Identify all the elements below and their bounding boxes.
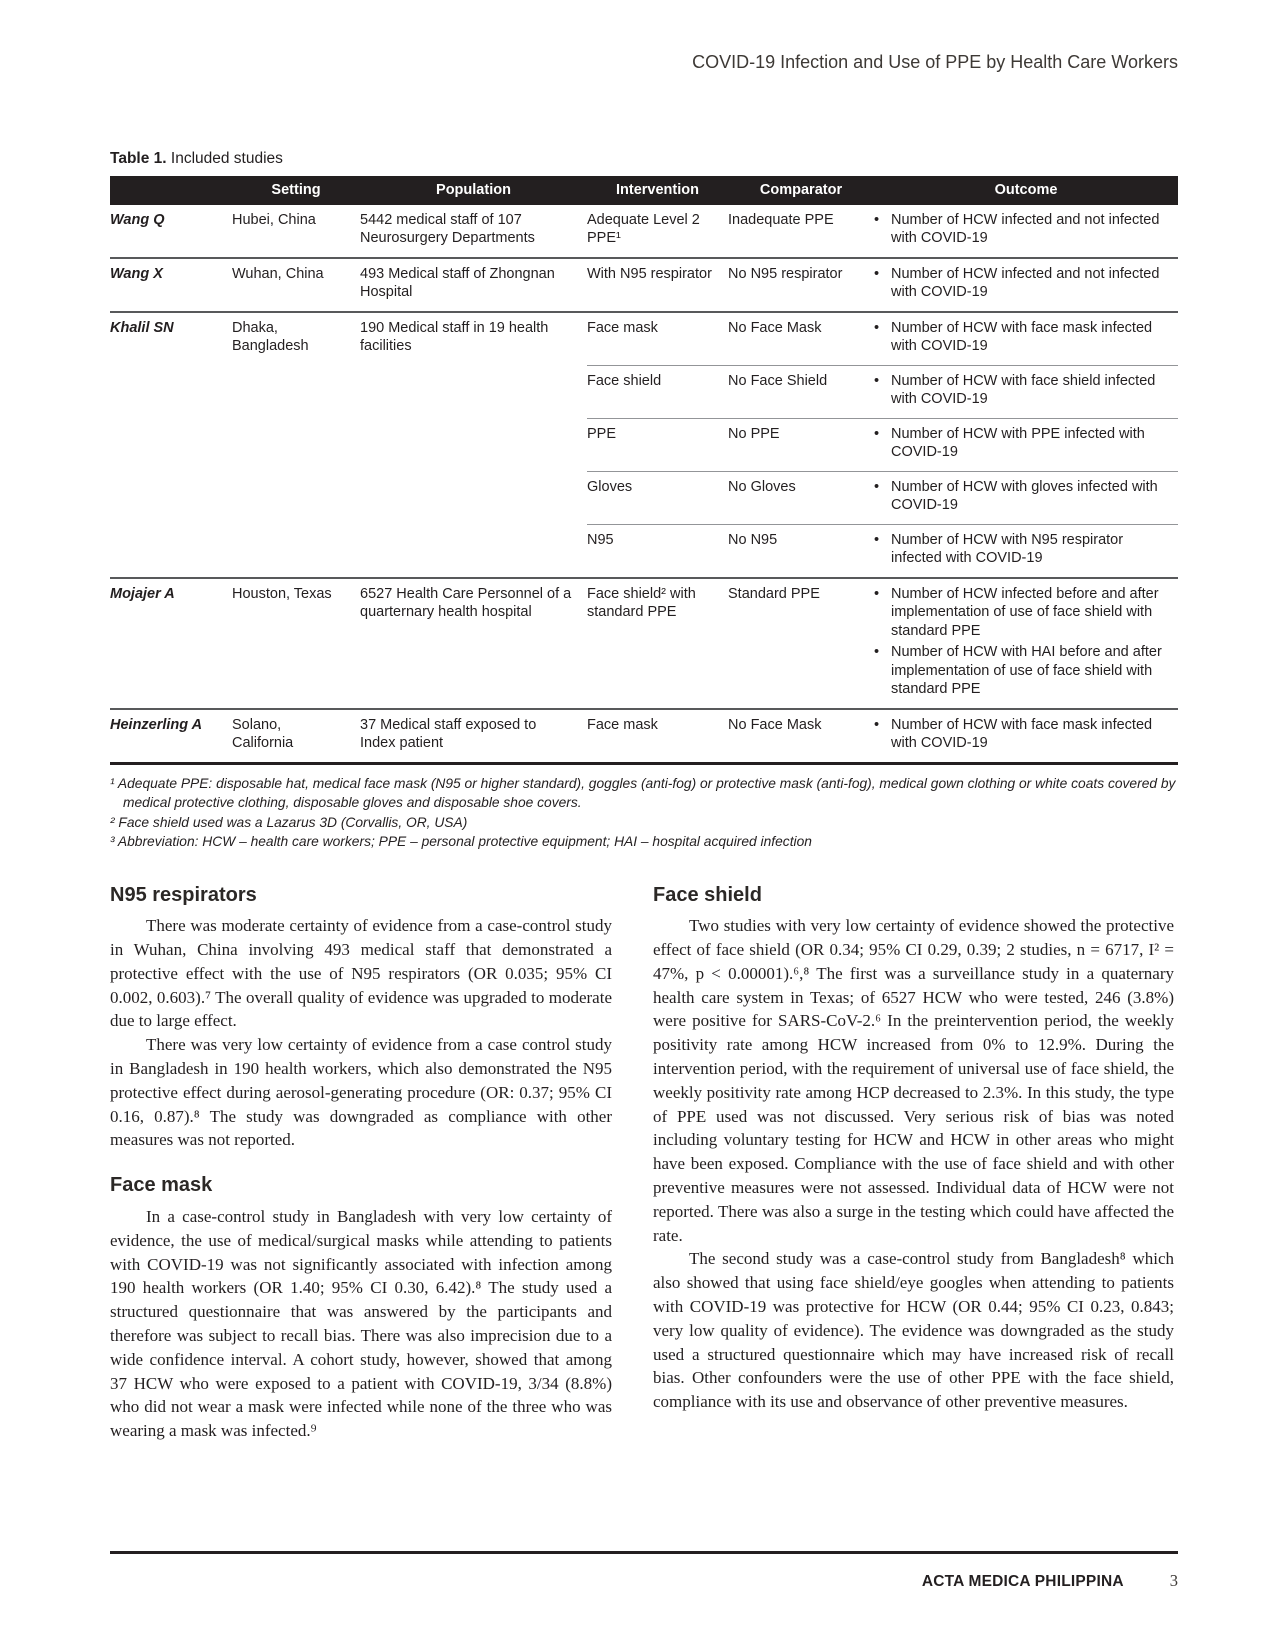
comparator-cell: No Face Shield <box>728 365 874 418</box>
intervention-cell: Gloves <box>587 471 728 524</box>
outcome-text: Number of HCW with HAI before and after implementation of use of face shield with standard PPE <box>891 644 1162 697</box>
author-cell: Wang Q <box>110 211 165 228</box>
table-caption <box>110 0 1178 168</box>
population-cell: 190 Medical staff in 19 health facilities <box>360 312 587 578</box>
section-heading-face-shield: Face shield <box>653 883 762 906</box>
setting-cell: Wuhan, China <box>232 258 360 312</box>
page-number: 3 <box>1169 1571 1178 1590</box>
bullet-icon: • <box>874 319 880 336</box>
outcome-item <box>874 319 1164 356</box>
paragraph: There was very low certainty of evidence from a case control study in Bangladesh in 190 health workers, which also demonstrated the N95 protective effect during aerosol-generating procedure (OR: 0.37; 95% CI 0.16, 0.87).⁸ The study was downgraded as compliance with other measures was not reported. <box>110 1035 612 1150</box>
page-footer <box>922 1571 1178 1591</box>
table-row-wang-x <box>110 258 1178 312</box>
bullet-icon: • <box>874 531 880 548</box>
population-cell: 493 Medical staff of Zhongnan Hospital <box>360 258 587 312</box>
outcome-text: Number of HCW with N95 respirator infected with COVID-19 <box>891 531 1124 566</box>
outcome-text: Number of HCW with PPE infected with COVID-19 <box>891 425 1145 460</box>
intervention-cell: Face mask <box>587 312 728 366</box>
paragraph: The second study was a case-control study from Bangladesh⁸ which also showed that using face shield/eye googles when attending to patients with COVID-19 was protective for HCW (OR 0.44; 95% CI 0.23, 0.843; very low quality of evidence). The evidence was downgraded as the study used a structured questionnaire which may have increased risk of recall bias. Other confounders were the use of other PPE with the face shield, compliance with its use and observance of other preventive measures. <box>653 1249 1174 1412</box>
right-column <box>653 884 1174 1444</box>
outcome-text: Number of HCW with face mask infected with COVID-19 <box>891 716 1153 751</box>
author-cell: Khalil SN <box>110 312 232 578</box>
outcome-cell <box>874 365 1178 418</box>
table-footnotes <box>110 774 1178 852</box>
outcome-cell <box>874 258 1178 312</box>
footnote-3: ³ Abbreviation: HCW – health care workers; PPE – personal protective equipment; HAI – hospital acquired infection <box>110 834 812 849</box>
paragraph: In a case-control study in Bangladesh with very low certainty of evidence, the use of medical/surgical masks while attending to patients with COVID-19 was not significantly associated with infection among 190 health workers (OR 1.40; 95% CI 0.30, 6.42).⁸ The study used a structured questionnaire that was answered by the participants and therefore was subject to recall bias. There was also imprecision due to a wide confidence interval. A cohort study, however, showed that among 37 HCW who were exposed to a patient with COVID-19, 3/34 (8.8%) who did not wear a mask were infected while none of the three who was wearing a mask was infected.⁹ <box>110 1207 612 1441</box>
outcome-item <box>874 211 1164 248</box>
outcome-item <box>874 372 1164 409</box>
bullet-icon: • <box>874 425 880 442</box>
setting-cell: Houston, Texas <box>232 578 360 709</box>
outcome-cell <box>874 205 1178 258</box>
comparator-cell: Standard PPE <box>728 578 874 709</box>
outcome-text: Number of HCW infected and not infected with COVID-19 <box>891 265 1160 300</box>
comparator-cell: No Face Mask <box>728 312 874 366</box>
page-content <box>110 0 1178 1443</box>
paragraph: Two studies with very low certainty of evidence showed the protective effect of face shield (OR 0.34; 95% CI 0.29, 0.39; 2 studies, n = 6717, I² = 47%, p < 0.00001).⁶,⁸ The first was a surveillance study in a quaternary health care system in Texas; of 6527 HCW who were tested, 246 (3.8%) were positive for SARS-CoV-2.⁶ In the preintervention period, the weekly positivity rate among HCW increased from 0% to 12.9%. During the intervention period, with the requirement of universal use of face shield, the weekly positivity rate among HCP decreased to 2.3%. In this study, the type of PPE used was not discussed. Very serious risk of bias was noted including voluntary testing for HCW and HCW in other areas who might have been exposed. Compliance with the use of face shield and with other preventive measures were not assessed. Individual data of HCW were not reported. There was also a surge in the testing which could have affected the rate. <box>653 916 1174 1245</box>
setting-cell: Hubei, China <box>232 211 316 228</box>
table-label: Table 1. <box>110 150 167 167</box>
setting-cell: Dhaka, Bangladesh <box>232 312 360 578</box>
footnote-2: ² Face shield used was a Lazarus 3D (Corvallis, OR, USA) <box>110 814 468 830</box>
bullet-icon: • <box>874 211 880 228</box>
author-cell: Heinzerling A <box>110 709 232 764</box>
outcome-text: Number of HCW with face shield infected with COVID-19 <box>891 372 1156 407</box>
outcome-item <box>874 585 1164 641</box>
bullet-icon: • <box>874 265 880 282</box>
outcome-text: Number of HCW with gloves infected with COVID-19 <box>891 478 1158 513</box>
comparator-cell: Inadequate PPE <box>728 211 834 228</box>
setting-cell: Solano, California <box>232 709 360 764</box>
outcome-cell <box>874 471 1178 524</box>
outcome-item <box>874 531 1164 568</box>
section-heading-n95-respirators: N95 respirators <box>110 883 257 906</box>
intervention-cell: PPE <box>587 418 728 471</box>
comparator-cell: No N95 <box>728 524 874 578</box>
bullet-icon: • <box>874 644 880 660</box>
intervention-cell: Face mask <box>587 709 728 764</box>
table-row-mojajer-a <box>110 578 1178 709</box>
col-header-outcome: Outcome <box>874 176 1178 205</box>
author-cell: Mojajer A <box>110 578 232 709</box>
col-header-setting: Setting <box>232 176 360 205</box>
left-column <box>110 884 612 1444</box>
running-head: COVID-19 Infection and Use of PPE by Health Care Workers <box>692 52 1178 72</box>
comparator-cell: No PPE <box>728 418 874 471</box>
comparator-cell: No N95 respirator <box>728 258 874 312</box>
bullet-icon: • <box>874 372 880 389</box>
population-cell: 37 Medical staff exposed to Index patient <box>360 709 587 764</box>
outcome-cell <box>874 418 1178 471</box>
outcome-text: Number of HCW infected and not infected with COVID-19 <box>891 211 1160 246</box>
table-header-row <box>110 176 1178 205</box>
bullet-icon: • <box>874 585 880 602</box>
comparator-cell: No Face Mask <box>728 709 874 764</box>
bullet-icon: • <box>874 716 880 733</box>
outcome-item <box>874 425 1164 462</box>
outcome-text: Number of HCW infected before and after implementation of use of face shield with standard PPE <box>891 585 1159 639</box>
outcome-item <box>874 478 1164 515</box>
intervention-cell: Face shield² with standard PPE <box>587 578 728 709</box>
population-cell: 5442 medical staff of 107 Neurosurgery Departments <box>360 211 535 246</box>
outcome-item <box>874 643 1164 699</box>
body-columns <box>110 884 1178 1444</box>
population-cell: 6527 Health Care Personnel of a quarternary health hospital <box>360 578 587 709</box>
outcome-item <box>874 716 1164 753</box>
table-row-wang-q <box>110 205 1178 258</box>
bullet-icon: • <box>874 478 880 495</box>
section-heading-face-mask: Face mask <box>110 1174 213 1197</box>
intervention-cell: N95 <box>587 524 728 578</box>
outcome-text: Number of HCW with face mask infected with COVID-19 <box>891 319 1153 354</box>
col-header-comparator: Comparator <box>728 176 874 205</box>
table-row-heinzerling-a <box>110 709 1178 764</box>
comparator-cell: No Gloves <box>728 471 874 524</box>
outcome-cell <box>874 312 1178 366</box>
col-header-intervention: Intervention <box>587 176 728 205</box>
outcome-cell <box>874 524 1178 578</box>
footer-divider <box>110 1551 1178 1554</box>
table-row-khalil-sn <box>110 312 1178 366</box>
outcome-cell <box>874 578 1178 709</box>
author-cell: Wang X <box>110 258 232 312</box>
outcome-item <box>874 265 1164 302</box>
col-header-population: Population <box>360 176 587 205</box>
footnote-1: ¹ Adequate PPE: disposable hat, medical face mask (N95 or higher standard), goggles (anti-fog) or protective mask (anti-fog), medical gown clothing or white coats covered by medical protective clothing, disposable gloves and disposable shoe covers. <box>110 775 1176 810</box>
intervention-cell: With N95 respirator <box>587 258 728 312</box>
table-title: Included studies <box>170 150 283 167</box>
paragraph: There was moderate certainty of evidence from a case-control study in Wuhan, China involving 493 medical staff that demonstrated a protective effect with the use of N95 respirators (OR 0.035; 95% CI 0.002, 0.603).⁷ The overall quality of evidence was upgraded to moderate due to large effect. <box>110 916 612 1031</box>
intervention-cell: Face shield <box>587 365 728 418</box>
col-header-author <box>110 176 232 205</box>
included-studies-table <box>110 176 1178 765</box>
intervention-cell: Adequate Level 2 PPE¹ <box>587 211 700 246</box>
outcome-cell <box>874 709 1178 764</box>
journal-name: ACTA MEDICA PHILIPPINA <box>921 1573 1124 1590</box>
